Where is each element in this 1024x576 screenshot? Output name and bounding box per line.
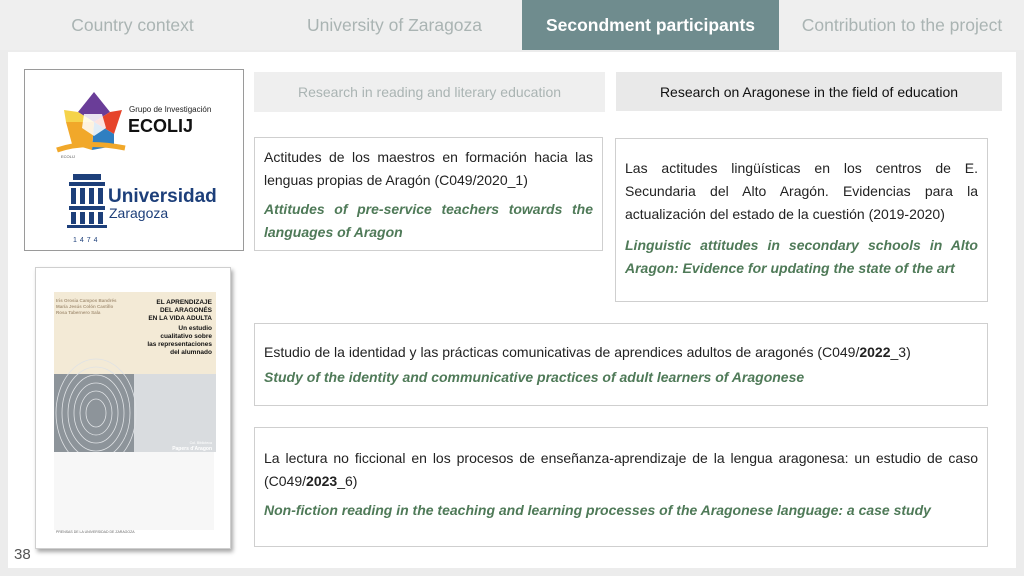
group-name: ECOLIJ [128,116,194,136]
project-title-es: Actitudes de los maestros en formación hacia las lenguas propias de Aragón (C049/2020_1) [264,149,593,188]
project-title-en: Study of the identity and communicative practices of adult learners of Aragonese [264,369,805,385]
book-subtitle-1: Un estudio [178,325,212,332]
book-series-small: Col. Biblioteca [189,441,212,445]
book-author-3: Rosa Tabernero Sala [56,310,101,315]
ecolij-logo [25,70,243,250]
project-card-c049-2020-1 [254,137,603,251]
group-small: ECOLIJ [61,154,76,159]
tab-secondment-participants[interactable]: Secondment participants [522,0,779,50]
book-cover [35,267,231,549]
book-subtitle-4: del alumnado [170,349,212,356]
header-reading-education: Research in reading and literary education [254,72,605,112]
university-name: Universidad [108,186,217,207]
book-publisher: PRENSAS DE LA UNIVERSIDAD DE ZARAGOZA [56,530,135,534]
book-author-1: Iris Orosia Campos Bandrés [56,298,117,303]
book-subtitle-3: las representaciones [147,341,212,348]
book-series: Papers d'Aragon [172,446,212,452]
university-building-icon [67,174,107,228]
logos-panel [24,69,244,251]
tab-university-of-zaragoza[interactable]: University of Zaragoza [306,14,483,35]
tab-contribution-to-the-project[interactable]: Contribution to the project [801,14,1003,35]
book-title-3: EN LA VIDA ADULTA [148,315,212,322]
book-title-2: DEL ARAGONÉS [159,307,212,314]
project-title-en: Non-fiction reading in the teaching and learning processes of the Aragonese language: a case study [264,502,931,518]
university-city: Zaragoza [109,205,169,221]
project-title-es: Estudio de la identidad y las prácticas comunicativas de aprendices adultos de aragonés (C049/2022_3) [264,344,911,360]
group-label: Grupo de Investigación [129,105,212,114]
project-card-c049-2022-3 [254,323,988,406]
book-subtitle-2: cualitativo sobre [160,333,212,340]
page-number: 38 [14,546,31,563]
project-title-es: Las actitudes lingüísticas en los centros de E. Secundaria del Alto Aragón. Evidencias para la actualización del estado de la cuestión (2019-2020) [625,160,978,222]
project-title-en: Linguistic attitudes in secondary schools in Alto Aragon: Evidence for updating the state of the art [625,237,978,276]
project-title-en: Attitudes of pre-service teachers towards the languages of Aragon [264,201,593,240]
tab-country-context[interactable]: Country context [71,14,194,35]
project-card-c049-2023-6 [254,427,988,547]
university-year: 1474 [73,237,101,244]
book-title-1: EL APRENDIZAJE [156,299,212,306]
header-aragonese-education: Research on Aragonese in the field of education [616,72,1002,111]
book-author-2: María Jesús Colón Castillo [56,304,114,309]
project-title-es: La lectura no ficcional en los procesos de enseñanza-aprendizaje de la lengua aragonesa: un estudio de caso (C049/2023_6) [264,450,978,489]
section-tab-bar [0,0,1024,50]
project-card-secondary-schools [615,138,988,302]
